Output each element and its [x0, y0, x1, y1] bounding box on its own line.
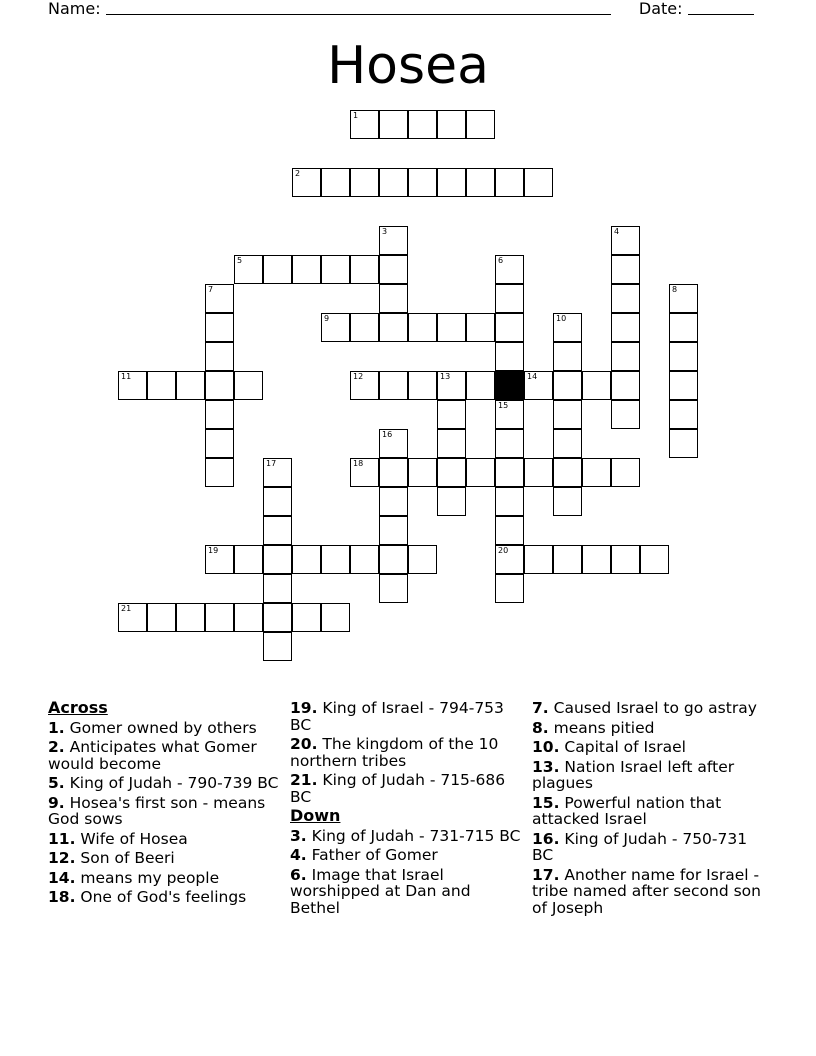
grid-cell[interactable] — [350, 545, 379, 574]
grid-cell[interactable] — [495, 487, 524, 516]
grid-cell[interactable] — [495, 545, 524, 574]
grid-cell[interactable] — [205, 458, 234, 487]
clue-across-5: 5. King of Judah - 790-739 BC — [48, 774, 279, 792]
grid-cell[interactable] — [350, 110, 379, 139]
name-label: Name: — [48, 0, 101, 18]
grid-cell[interactable] — [408, 371, 437, 400]
grid-cell[interactable] — [379, 168, 408, 197]
grid-cell[interactable] — [379, 255, 408, 284]
grid-cell[interactable] — [263, 632, 292, 661]
grid-cell[interactable] — [437, 429, 466, 458]
clue-number-11: 11 — [121, 372, 132, 381]
grid-cell[interactable] — [466, 313, 495, 342]
grid-cell[interactable] — [495, 255, 524, 284]
grid-cell[interactable] — [205, 284, 234, 313]
clue-number-19: 19 — [208, 546, 219, 555]
grid-cell[interactable] — [466, 168, 495, 197]
clue-number-4: 4 — [614, 227, 620, 236]
grid-cell[interactable] — [234, 603, 263, 632]
grid-cell[interactable] — [611, 313, 640, 342]
grid-cell[interactable] — [495, 516, 524, 545]
grid-cell[interactable] — [205, 429, 234, 458]
clue-number-20: 20 — [498, 546, 509, 555]
clue-across-1: 1. Gomer owned by others — [48, 718, 257, 737]
grid-cell[interactable] — [495, 284, 524, 313]
grid-cell[interactable] — [379, 110, 408, 139]
clue-number-8: 8 — [672, 285, 678, 294]
clues-column-3 — [532, 700, 764, 919]
grid-cell[interactable] — [669, 313, 698, 342]
puzzle-title: Hosea — [327, 36, 489, 96]
down-heading: Down — [290, 806, 341, 825]
clue-number-10: 10 — [556, 314, 567, 323]
grid-cell[interactable] — [205, 371, 234, 400]
clue-across-20: 20. The kingdom of the 10 northern tribes — [290, 735, 499, 770]
grid-cell[interactable] — [379, 371, 408, 400]
grid-cell[interactable] — [379, 545, 408, 574]
grid-cell[interactable] — [524, 458, 553, 487]
clue-number-16: 16 — [382, 430, 393, 439]
clue-down-3: 3. King of Judah - 731-715 BC — [290, 826, 521, 845]
clue-number-2: 2 — [295, 169, 301, 178]
grid-cell[interactable] — [640, 545, 669, 574]
grid-cell[interactable] — [176, 371, 205, 400]
grid-cell[interactable] — [350, 371, 379, 400]
grid-cell[interactable] — [611, 284, 640, 313]
grid-cell[interactable] — [408, 168, 437, 197]
grid-cell[interactable] — [437, 458, 466, 487]
grid-cell[interactable] — [379, 487, 408, 516]
grid-cell[interactable] — [263, 458, 292, 487]
grid-cell[interactable] — [321, 168, 350, 197]
grid-cell[interactable] — [611, 342, 640, 371]
clue-across-18: 18. One of God's feelings — [48, 888, 247, 906]
grid-cell[interactable] — [553, 342, 582, 371]
grid-cell[interactable] — [466, 458, 495, 487]
grid-cell[interactable] — [408, 545, 437, 574]
grid-cell[interactable] — [466, 371, 495, 400]
grid-cell[interactable] — [118, 371, 147, 400]
clue-number-21: 21 — [121, 604, 132, 613]
clue-number-15: 15 — [498, 401, 509, 410]
clue-number-3: 3 — [382, 227, 388, 236]
grid-cell[interactable] — [669, 342, 698, 371]
grid-cell[interactable] — [437, 168, 466, 197]
grid-cell[interactable] — [495, 429, 524, 458]
clue-across-9: 9. Hosea's first son - means God sows — [48, 793, 266, 828]
grid-cell[interactable] — [118, 603, 147, 632]
clue-across-21: 21. King of Judah - 715-686 BC — [290, 771, 506, 806]
clue-number-1: 1 — [353, 111, 359, 120]
clue-number-14: 14 — [527, 372, 538, 381]
clue-number-17: 17 — [266, 459, 277, 468]
grid-cell[interactable] — [234, 545, 263, 574]
grid-cell[interactable] — [466, 110, 495, 139]
grid-cell[interactable] — [669, 400, 698, 429]
grid-cell[interactable] — [495, 168, 524, 197]
grid-cell[interactable] — [582, 371, 611, 400]
grid-cell[interactable] — [205, 342, 234, 371]
grid-cell[interactable] — [379, 313, 408, 342]
clues-column-1 — [48, 700, 280, 909]
grid-cell[interactable] — [495, 342, 524, 371]
clue-down-8: 8. means pitied — [532, 718, 655, 737]
grid-cell[interactable] — [292, 255, 321, 284]
clues-column-2 — [290, 700, 522, 919]
grid-cell[interactable] — [582, 458, 611, 487]
clue-number-12: 12 — [353, 372, 364, 381]
grid-cell[interactable] — [495, 574, 524, 603]
clue-down-16: 16. King of Judah - 750-731 BC — [532, 829, 748, 864]
grid-cell[interactable] — [408, 110, 437, 139]
grid-cell[interactable] — [495, 400, 524, 429]
grid-cell[interactable] — [437, 371, 466, 400]
clue-down-15: 15. Powerful nation that attacked Israel — [532, 793, 722, 828]
grid-cell[interactable] — [611, 226, 640, 255]
grid-cell[interactable] — [205, 313, 234, 342]
grid-cell[interactable] — [495, 313, 524, 342]
grid-cell[interactable] — [553, 313, 582, 342]
grid-cell[interactable] — [292, 603, 321, 632]
grid-cell[interactable] — [234, 255, 263, 284]
grid-cell[interactable] — [205, 603, 234, 632]
grid-cell[interactable] — [669, 284, 698, 313]
grid-cell[interactable] — [495, 458, 524, 487]
grid-cell[interactable] — [524, 371, 553, 400]
across-heading: Across — [48, 698, 108, 717]
clue-down-7: 7. Caused Israel to go astray — [532, 699, 757, 717]
grid-cell[interactable] — [263, 574, 292, 603]
grid-cell[interactable] — [524, 545, 553, 574]
grid-cell[interactable] — [263, 516, 292, 545]
clue-across-11: 11. Wife of Hosea — [48, 829, 188, 848]
grid-cell[interactable] — [350, 255, 379, 284]
grid-cell[interactable] — [321, 545, 350, 574]
grid-cell[interactable] — [379, 458, 408, 487]
grid-cell[interactable] — [611, 255, 640, 284]
grid-cell[interactable] — [263, 255, 292, 284]
clue-down-10: 10. Capital of Israel — [532, 738, 686, 756]
grid-cell[interactable] — [234, 371, 263, 400]
grid-cell[interactable] — [292, 168, 321, 197]
grid-cell[interactable] — [553, 458, 582, 487]
grid-cell[interactable] — [408, 458, 437, 487]
clue-down-17: 17. Another name for Israel - tribe named after second son of Joseph — [532, 865, 761, 917]
grid-cell[interactable] — [669, 371, 698, 400]
grid-cell[interactable] — [553, 371, 582, 400]
grid-cell[interactable] — [321, 255, 350, 284]
grid-cell[interactable] — [611, 458, 640, 487]
grid-cell[interactable] — [379, 574, 408, 603]
clue-across-19: 19. King of Israel - 794-753 BC — [290, 699, 504, 734]
grid-cell[interactable] — [669, 429, 698, 458]
grid-cell[interactable] — [379, 516, 408, 545]
grid-cell[interactable] — [350, 168, 379, 197]
clue-down-6: 6. Image that Israel worshipped at Dan and Bethel — [290, 865, 471, 917]
clue-down-4: 4. Father of Gomer — [290, 846, 438, 864]
grid-cell[interactable] — [205, 545, 234, 574]
grid-cell[interactable] — [379, 429, 408, 458]
grid-cell[interactable] — [263, 603, 292, 632]
grid-cell[interactable] — [437, 487, 466, 516]
grid-cell[interactable] — [263, 487, 292, 516]
grid-cell[interactable] — [553, 487, 582, 516]
date-label: Date: — [638, 0, 683, 18]
clue-down-13: 13. Nation Israel left after plagues — [532, 757, 735, 792]
grid-cell[interactable] — [408, 313, 437, 342]
grid-cell[interactable] — [611, 400, 640, 429]
grid-cell[interactable] — [350, 313, 379, 342]
grid-cell[interactable] — [553, 545, 582, 574]
grid-cell[interactable] — [379, 284, 408, 313]
grid-cell[interactable] — [437, 110, 466, 139]
grid-cell[interactable] — [205, 400, 234, 429]
clue-across-2: 2. Anticipates what Gomer would become — [48, 738, 257, 773]
grid-cell[interactable] — [379, 226, 408, 255]
clue-across-12: 12. Son of Beeri — [48, 849, 175, 867]
clue-across-14: 14. means my people — [48, 868, 220, 887]
clue-number-6: 6 — [498, 256, 504, 265]
grid-cell[interactable] — [611, 545, 640, 574]
clue-number-7: 7 — [208, 285, 214, 294]
grid-cell[interactable] — [263, 545, 292, 574]
grid-cell[interactable] — [147, 603, 176, 632]
grid-cell[interactable] — [524, 168, 553, 197]
clue-number-13: 13 — [440, 372, 451, 381]
grid-cell[interactable] — [553, 429, 582, 458]
grid-cell[interactable] — [437, 400, 466, 429]
grid-cell[interactable] — [582, 545, 611, 574]
grid-cell[interactable] — [350, 458, 379, 487]
clue-number-5: 5 — [237, 256, 243, 265]
clue-number-9: 9 — [324, 314, 330, 323]
grid-cell[interactable] — [321, 603, 350, 632]
black-square — [495, 371, 524, 400]
grid-cell[interactable] — [321, 313, 350, 342]
grid-cell[interactable] — [176, 603, 205, 632]
grid-cell[interactable] — [292, 545, 321, 574]
grid-cell[interactable] — [611, 371, 640, 400]
clue-number-18: 18 — [353, 459, 364, 468]
grid-cell[interactable] — [553, 400, 582, 429]
grid-cell[interactable] — [147, 371, 176, 400]
grid-cell[interactable] — [437, 313, 466, 342]
